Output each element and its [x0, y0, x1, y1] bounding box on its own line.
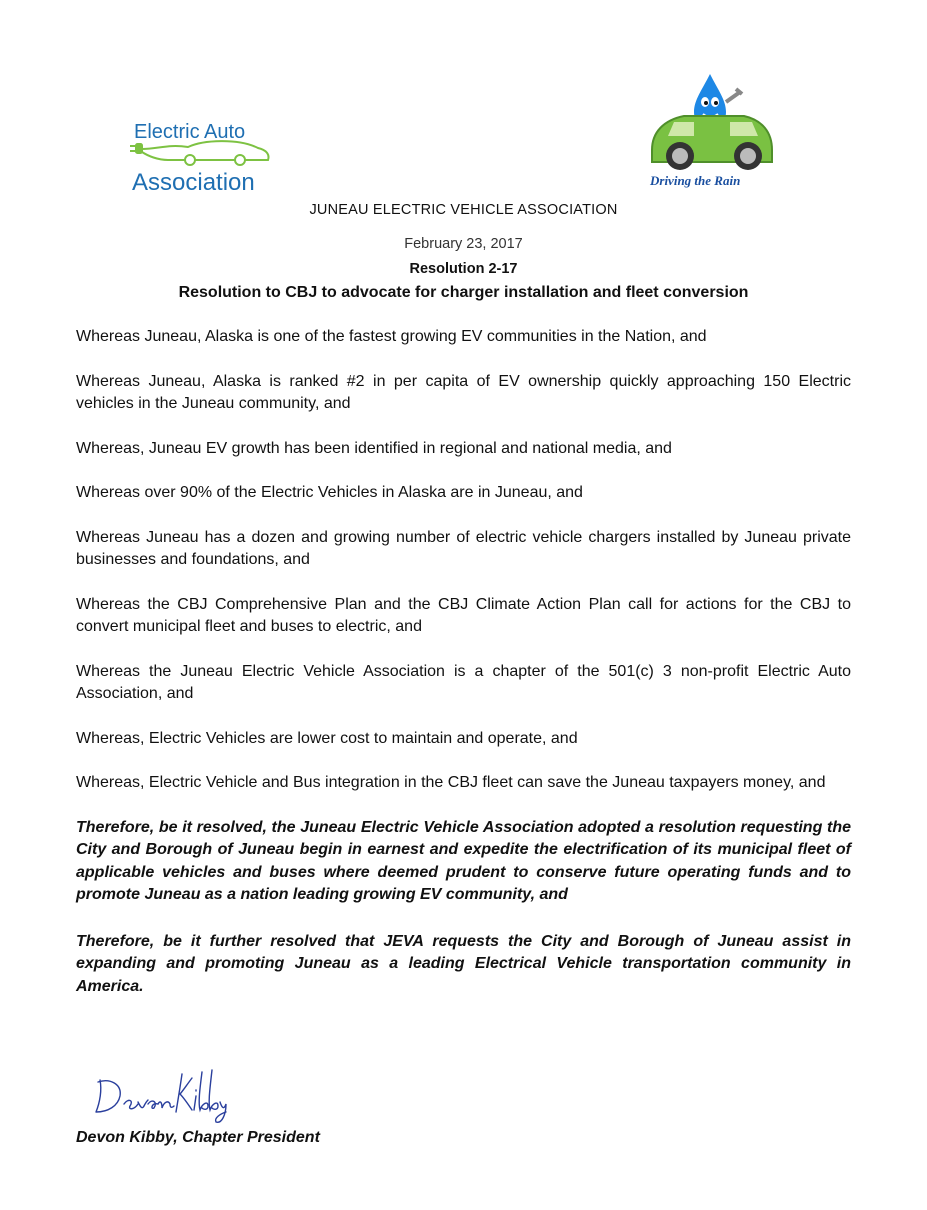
whereas-clause: Whereas the CBJ Comprehensive Plan and the CBJ Climate Action Plan call for actions for the CBJ to convert municipal fleet and buses to electric, and [76, 595, 851, 635]
handwritten-signature [88, 1068, 228, 1126]
whereas-clause: Whereas the Juneau Electric Vehicle Association is a chapter of the 501(c) 3 non-profit Electric Auto Association, and [76, 662, 851, 702]
resolution-title: Resolution to CBJ to advocate for charger installation and fleet conversion [178, 284, 749, 301]
resolved-clause: Therefore, be it resolved, the Juneau Electric Vehicle Association adopted a resolution requesting the City and Borough of Juneau begin in earnest and expedite the electrification of its municipal fleet of applicable vehicles and buses where deemed prudent to conserve future operating funds and to promote Juneau as a nation leading growing EV community, and [76, 818, 851, 903]
logo-right-caption: Driving the Rain [650, 173, 741, 188]
whereas-clause: Whereas Juneau has a dozen and growing number of electric vehicle chargers installed by Juneau private businesses and foundations, and [76, 528, 851, 568]
document-date: February 23, 2017 [404, 236, 523, 252]
electric-auto-association-logo [128, 116, 288, 196]
resolution-body [76, 326, 851, 1022]
organization-name: JUNEAU ELECTRIC VEHICLE ASSOCIATION [309, 202, 618, 218]
whereas-clause: Whereas Juneau, Alaska is ranked #2 in per capita of EV ownership quickly approaching 150 Electric vehicles in the Juneau community, and [76, 372, 851, 412]
whereas-clause: Whereas over 90% of the Electric Vehicles in Alaska are in Juneau, and [76, 484, 583, 501]
logo-left-line1: Electric Auto [134, 121, 246, 143]
signatory-name-title: Devon Kibby, Chapter President [76, 1129, 320, 1146]
resolution-number: Resolution 2-17 [409, 261, 518, 277]
whereas-clause: Whereas, Electric Vehicles are lower cost to maintain and operate, and [76, 729, 578, 747]
driving-the-rain-logo [644, 72, 784, 190]
whereas-clause: Whereas, Electric Vehicle and Bus integration in the CBJ fleet can save the Juneau taxpayers money, and [76, 774, 826, 791]
whereas-clause: Whereas, Juneau EV growth has been identified in regional and national media, and [76, 439, 672, 457]
whereas-clause: Whereas Juneau, Alaska is one of the fastest growing EV communities in the Nation, and [76, 328, 707, 345]
logo-left-line2: Association [132, 169, 255, 196]
resolved-clause: Therefore, be it further resolved that JEVA requests the City and Borough of Juneau assist in expanding and promoting Juneau as a leading Electrical Vehicle transportation community in America. [76, 932, 851, 995]
